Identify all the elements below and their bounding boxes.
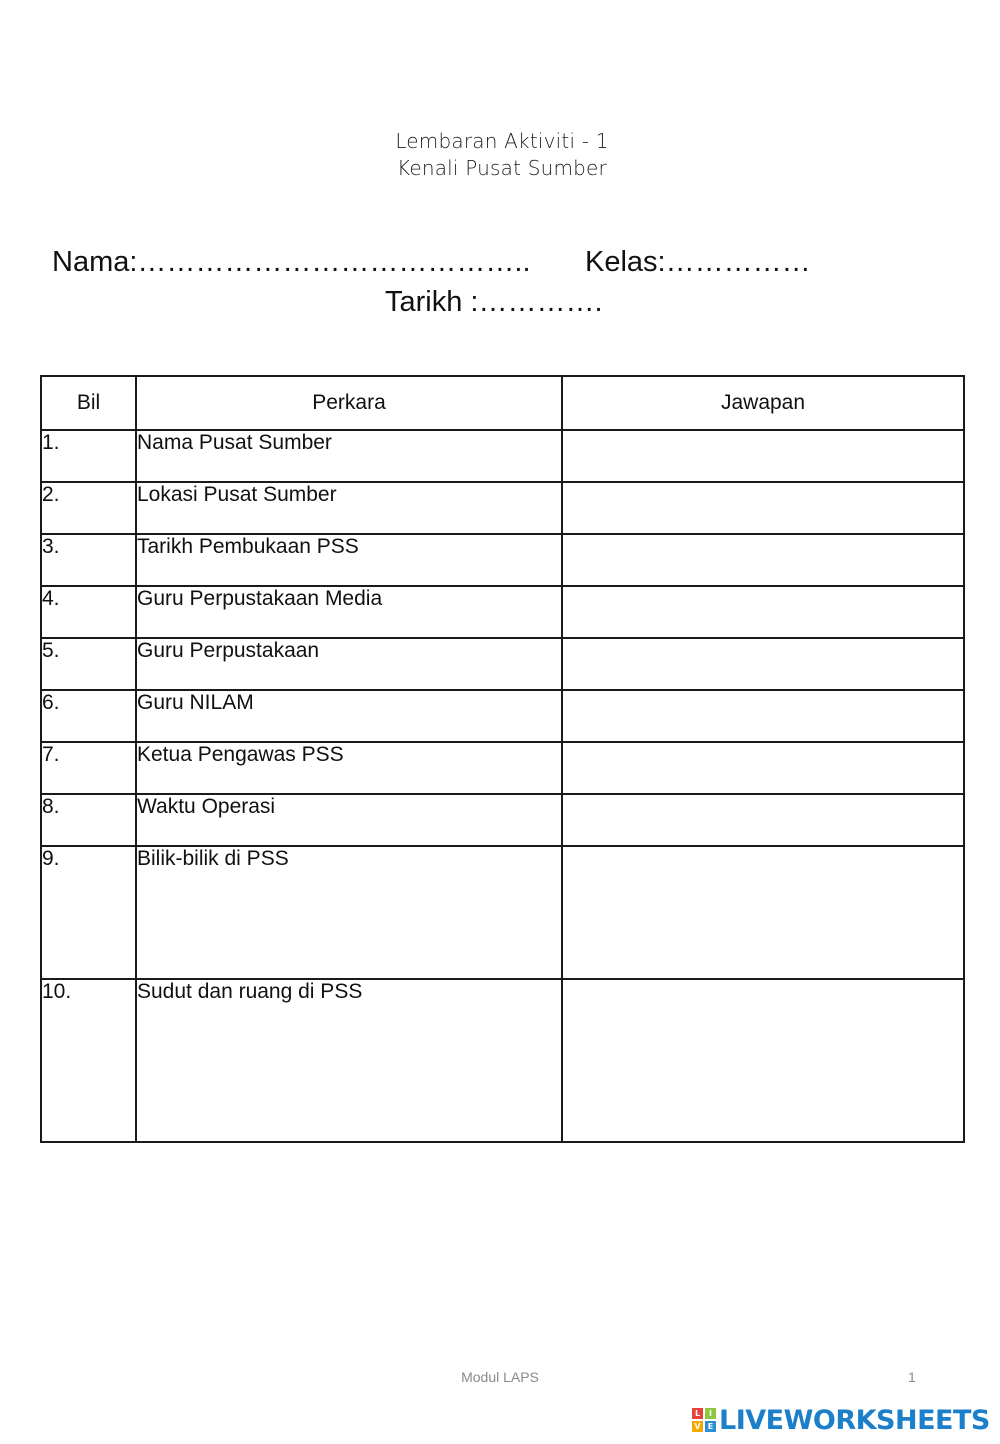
- table-row: [41, 534, 964, 586]
- logo-block-i: I: [705, 1408, 716, 1419]
- jawapan-cell[interactable]: [562, 794, 964, 846]
- perkara-cell: Lokasi Pusat Sumber: [136, 482, 562, 534]
- bil-cell: 9.: [41, 846, 136, 979]
- bil-cell: 1.: [41, 430, 136, 482]
- logo-text: LIVEWORKSHEETS: [719, 1404, 990, 1436]
- bil-cell: 6.: [41, 690, 136, 742]
- jawapan-cell[interactable]: [562, 482, 964, 534]
- perkara-cell: Nama Pusat Sumber: [136, 430, 562, 482]
- logo-block-e: E: [705, 1421, 716, 1432]
- kelas-field[interactable]: Kelas:……………: [585, 246, 811, 278]
- logo-blocks-icon: [692, 1408, 716, 1432]
- activity-table: [40, 375, 965, 1143]
- bil-cell: 5.: [41, 638, 136, 690]
- table-row: [41, 586, 964, 638]
- jawapan-cell[interactable]: [562, 742, 964, 794]
- header-bil: Bil: [41, 376, 136, 430]
- logo-block-l: L: [692, 1408, 703, 1419]
- nama-field[interactable]: Nama:…………………………………..: [52, 246, 531, 278]
- table-row: [41, 742, 964, 794]
- jawapan-cell[interactable]: [562, 534, 964, 586]
- perkara-cell: Waktu Operasi: [136, 794, 562, 846]
- title-line-1: Lembaran Aktiviti - 1: [395, 129, 609, 153]
- worksheet-title: [0, 128, 1000, 182]
- table-row: [41, 979, 964, 1142]
- logo-block-v: V: [692, 1421, 703, 1432]
- jawapan-cell[interactable]: [562, 690, 964, 742]
- table-row: [41, 794, 964, 846]
- jawapan-cell[interactable]: [562, 430, 964, 482]
- jawapan-cell[interactable]: [562, 638, 964, 690]
- header-jawapan: Jawapan: [562, 376, 964, 430]
- table-row: [41, 482, 964, 534]
- title-line-2: Kenali Pusat Sumber: [397, 156, 607, 180]
- footer-module-label: Modul LAPS: [461, 1369, 539, 1385]
- page-number: 1: [908, 1369, 916, 1385]
- perkara-cell: Ketua Pengawas PSS: [136, 742, 562, 794]
- table-row: [41, 690, 964, 742]
- bil-cell: 8.: [41, 794, 136, 846]
- table-row: [41, 846, 964, 979]
- perkara-cell: Sudut dan ruang di PSS: [136, 979, 562, 1142]
- bil-cell: 3.: [41, 534, 136, 586]
- jawapan-cell[interactable]: [562, 979, 964, 1142]
- jawapan-cell[interactable]: [562, 846, 964, 979]
- tarikh-field[interactable]: Tarikh :………….: [385, 286, 603, 318]
- table-header-row: [41, 376, 964, 430]
- perkara-cell: Guru Perpustakaan: [136, 638, 562, 690]
- liveworksheets-logo[interactable]: [692, 1405, 990, 1435]
- perkara-cell: Tarikh Pembukaan PSS: [136, 534, 562, 586]
- perkara-cell: Guru NILAM: [136, 690, 562, 742]
- table-row: [41, 430, 964, 482]
- table-row: [41, 638, 964, 690]
- perkara-cell: Bilik-bilik di PSS: [136, 846, 562, 979]
- bil-cell: 4.: [41, 586, 136, 638]
- perkara-cell: Guru Perpustakaan Media: [136, 586, 562, 638]
- jawapan-cell[interactable]: [562, 586, 964, 638]
- header-perkara: Perkara: [136, 376, 562, 430]
- bil-cell: 7.: [41, 742, 136, 794]
- bil-cell: 2.: [41, 482, 136, 534]
- bil-cell: 10.: [41, 979, 136, 1142]
